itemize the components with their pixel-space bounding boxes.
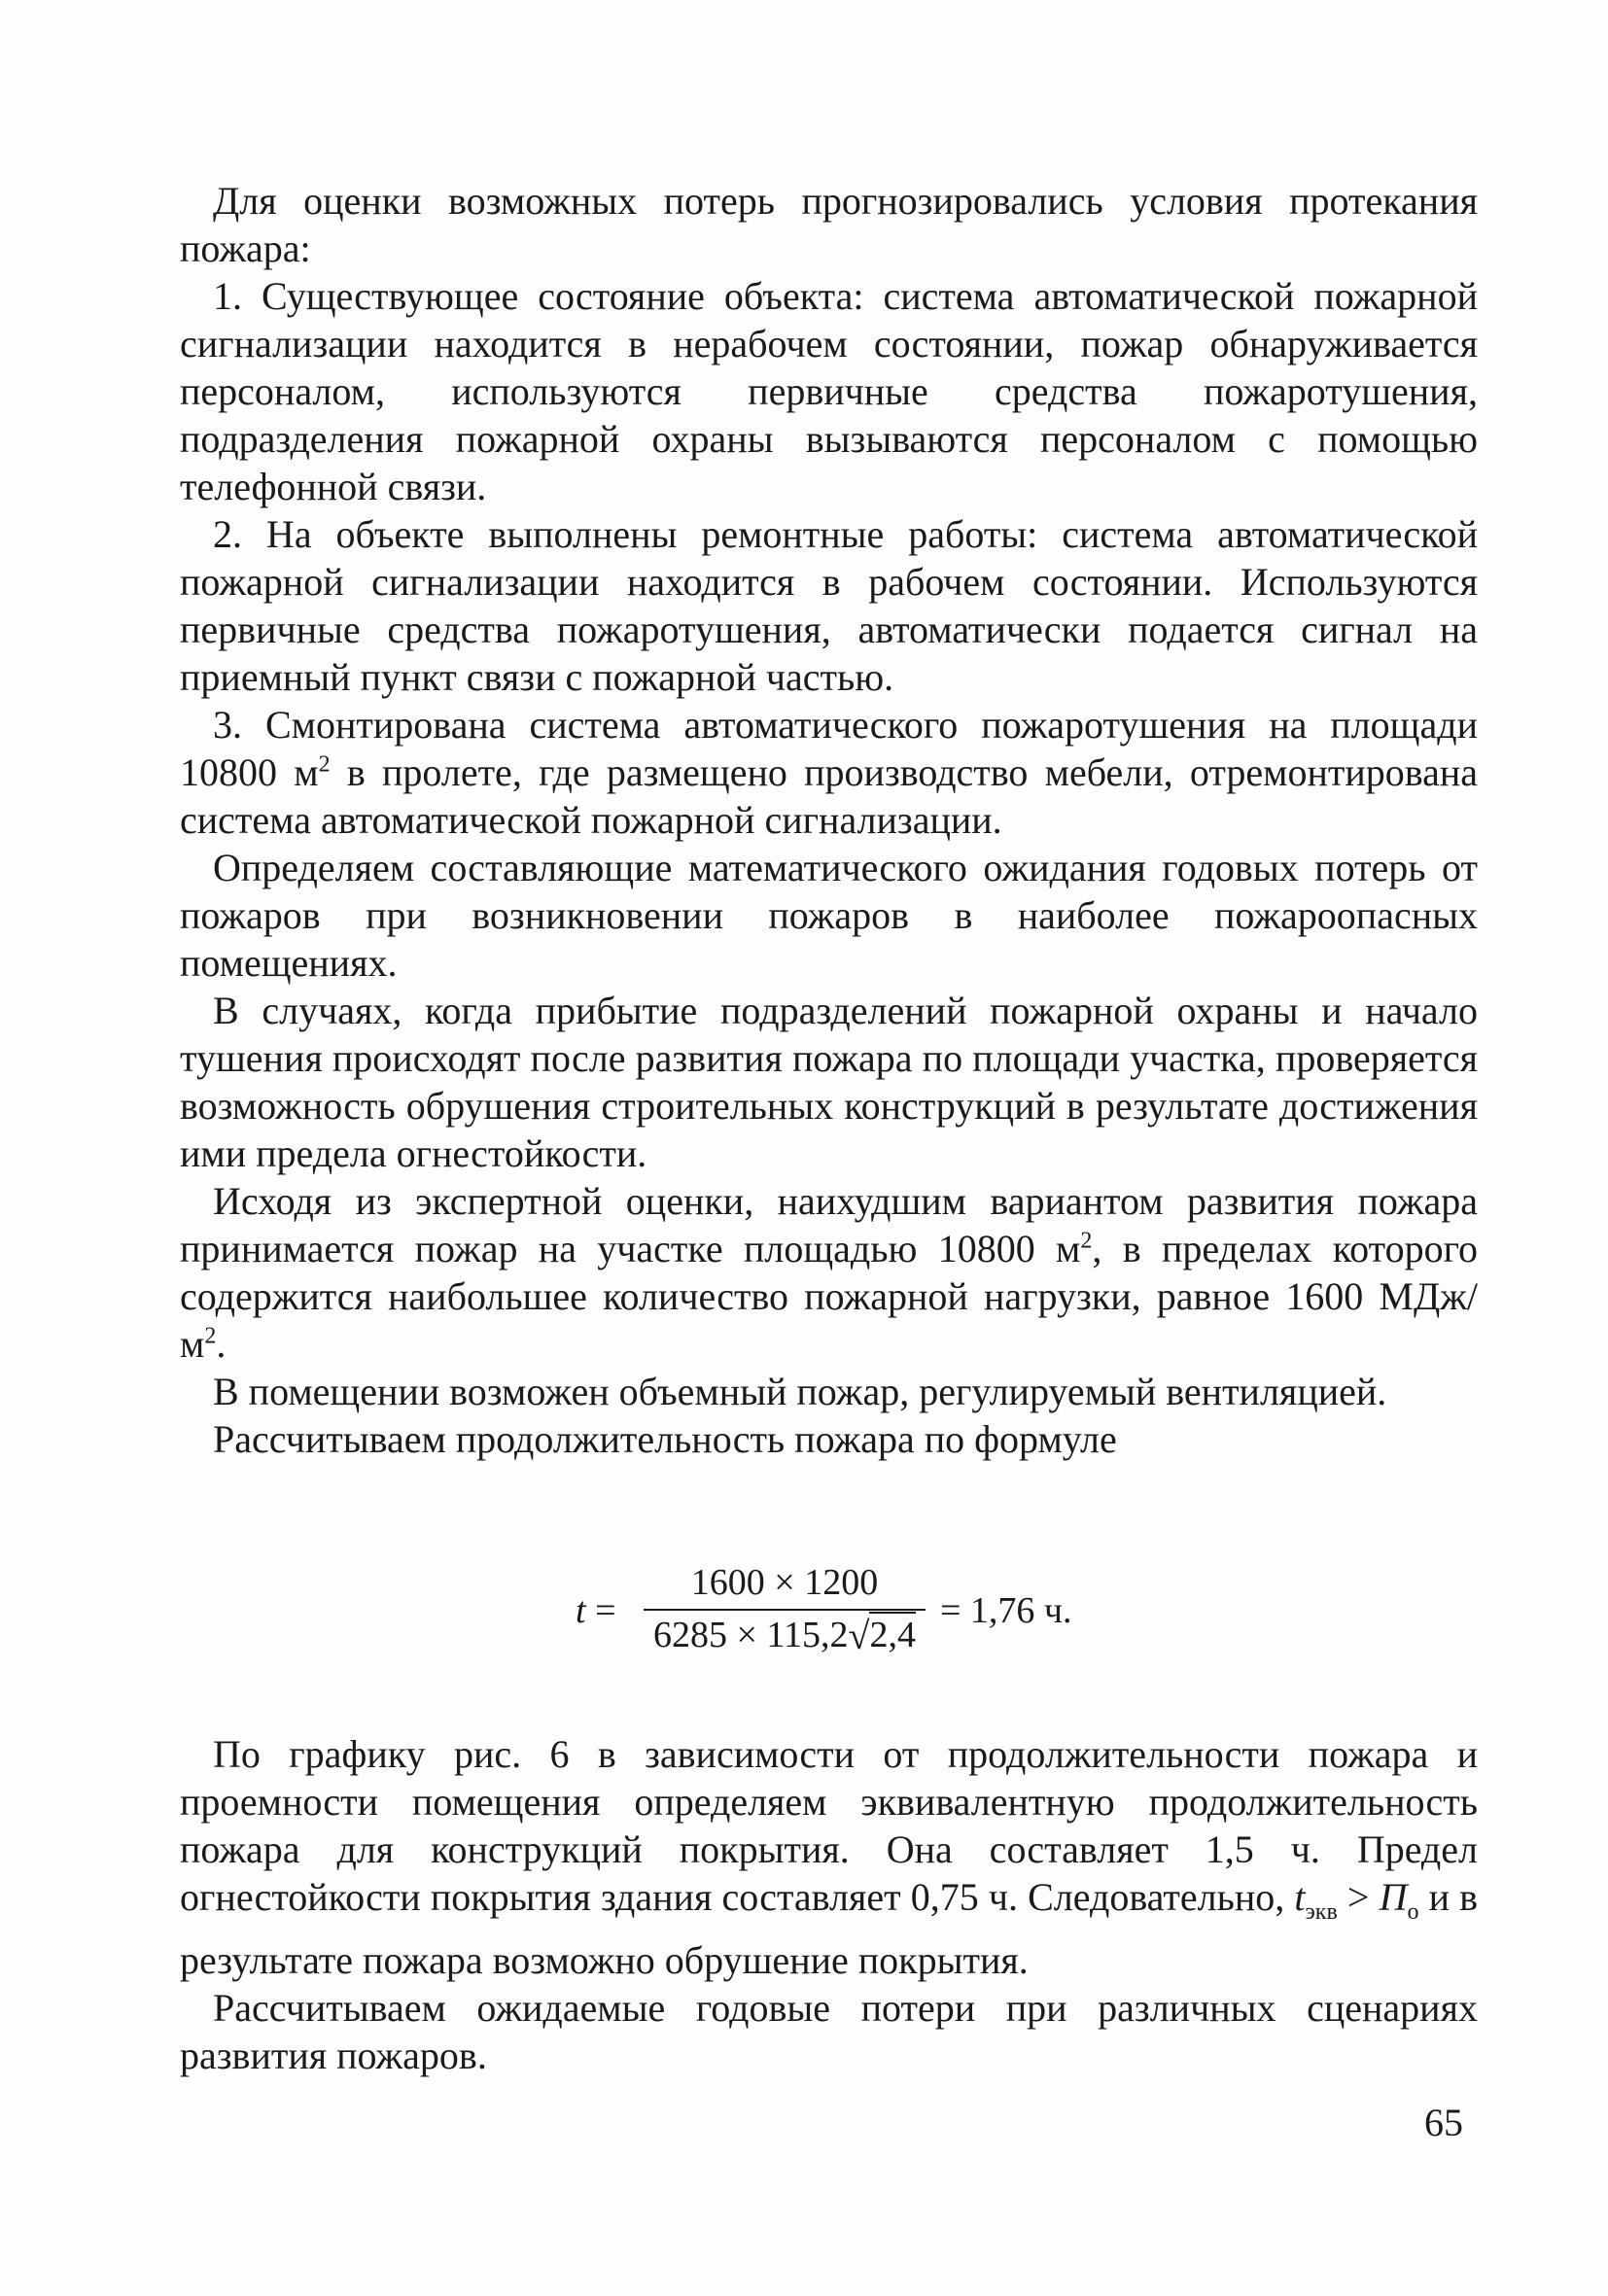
paragraph-last: Рассчитываем ожидаемые годовые потери при различных сценариях развития пожаров. — [180, 1986, 1478, 2077]
paragraph-cases: В случаях, когда прибытие подразделений пожарной охраны и начало тушения происходят после развития пожара по площади участка, проверяется возможность обрушения строительных конструкций в результате достижения ими предела огнестойкости. — [180, 989, 1478, 1175]
paragraph-item-1: 1. Существующее состояние объекта: система автоматической пожарной сигнализации находится в нерабочем состоянии, пожар обнаруживается персоналом, используются первичные средства пожаротушения, подразделения пожарной охраны вызываются персоналом с помощью телефонной связи. — [180, 274, 1478, 508]
paragraph-item-2: 2. На объекте выполнены ремонтные работы: система автоматической пожарной сигнализации находится в рабочем состоянии. Используются первичные средства пожаротушения, автоматически подается сигнал на приемный пункт связи с пожарной частью. — [180, 512, 1478, 699]
paragraph-calc-intro: Рассчитываем продолжительность пожара по формуле — [213, 1417, 1117, 1461]
formula-var-t: t — [576, 1590, 586, 1631]
formula-result: = 1,76 ч. — [940, 1590, 1072, 1631]
formula-numerator: 1600 × 1200 — [690, 1562, 879, 1603]
greater-than: > — [1346, 1875, 1370, 1919]
paragraph-expert-text-a: Исходя из экспертной оценки, наихудшим вариантом развития пожара принимается пожар на участке площадью 10800 м — [180, 1179, 1478, 1270]
var-t-ekv: t — [1294, 1875, 1306, 1919]
var-p: П — [1379, 1875, 1408, 1919]
formula-equals: = — [595, 1590, 616, 1631]
main-text-top — [180, 177, 1478, 1463]
duration-formula — [576, 1560, 1256, 1677]
main-text-bottom — [180, 1730, 1478, 2079]
paragraph-define: Определяем составляющие математического ожидания годовых потерь от пожаров при возникновении пожаров в наиболее пожароопасных помещениях. — [180, 846, 1478, 985]
paragraph-item-3-text-a: 3. Смонтирована система автоматического пожаротушения на площади 10800 м — [180, 703, 1478, 794]
paragraph-item-3-text-b: в пролете, где размещено производство мебели, отремонтирована система автоматической пожарной сигнализации. — [180, 750, 1479, 842]
superscript: 2 — [318, 751, 331, 778]
subscript-ekv: экв — [1305, 1899, 1338, 1925]
page-number: 65 — [1424, 2101, 1463, 2144]
formula-denominator — [644, 1613, 926, 1657]
paragraph-expert-text-b: , в пределах которого содержится наибольшее количество пожарной нагрузки, равное 1600 МДж/м — [180, 1227, 1479, 1366]
paragraph-item-3 — [180, 701, 1478, 844]
sqrt-icon: √ — [848, 1614, 870, 1657]
formula-radicand: 2,4 — [869, 1612, 916, 1655]
paragraph-intro: Для оценки возможных потерь прогнозировались условия протекания пожара: — [180, 179, 1478, 270]
paragraph-graph-text: По графику рис. 6 в зависимости от продолжительности пожара и проемности помещения определяем эквивалентную продолжительность пожара для конструкций покрытия. Она составляет 1,5 ч. Предел огнестойкости покрытия здания составляет 0,75 ч. Следовательно, — [180, 1732, 1478, 1919]
formula-fraction — [644, 1560, 926, 1657]
paragraph-expert — [180, 1177, 1478, 1368]
subscript-o: о — [1407, 1899, 1419, 1925]
formula-lhs — [576, 1589, 616, 1632]
superscript: 2 — [204, 1323, 217, 1349]
fraction-bar — [644, 1609, 926, 1611]
paragraph-graph-tail: и в результате пожара возможно обрушение покрытия. — [180, 1875, 1479, 1982]
paragraph-volume-fire: В помещении возможен объемный пожар, регулируемый вентиляцией. — [213, 1370, 1387, 1413]
formula-denominator-prefix: 6285 × 115,2 — [653, 1615, 849, 1655]
paragraph-graph — [180, 1730, 1478, 1984]
superscript: 2 — [1080, 1228, 1093, 1254]
paragraph-expert-text-c: . — [216, 1322, 227, 1366]
